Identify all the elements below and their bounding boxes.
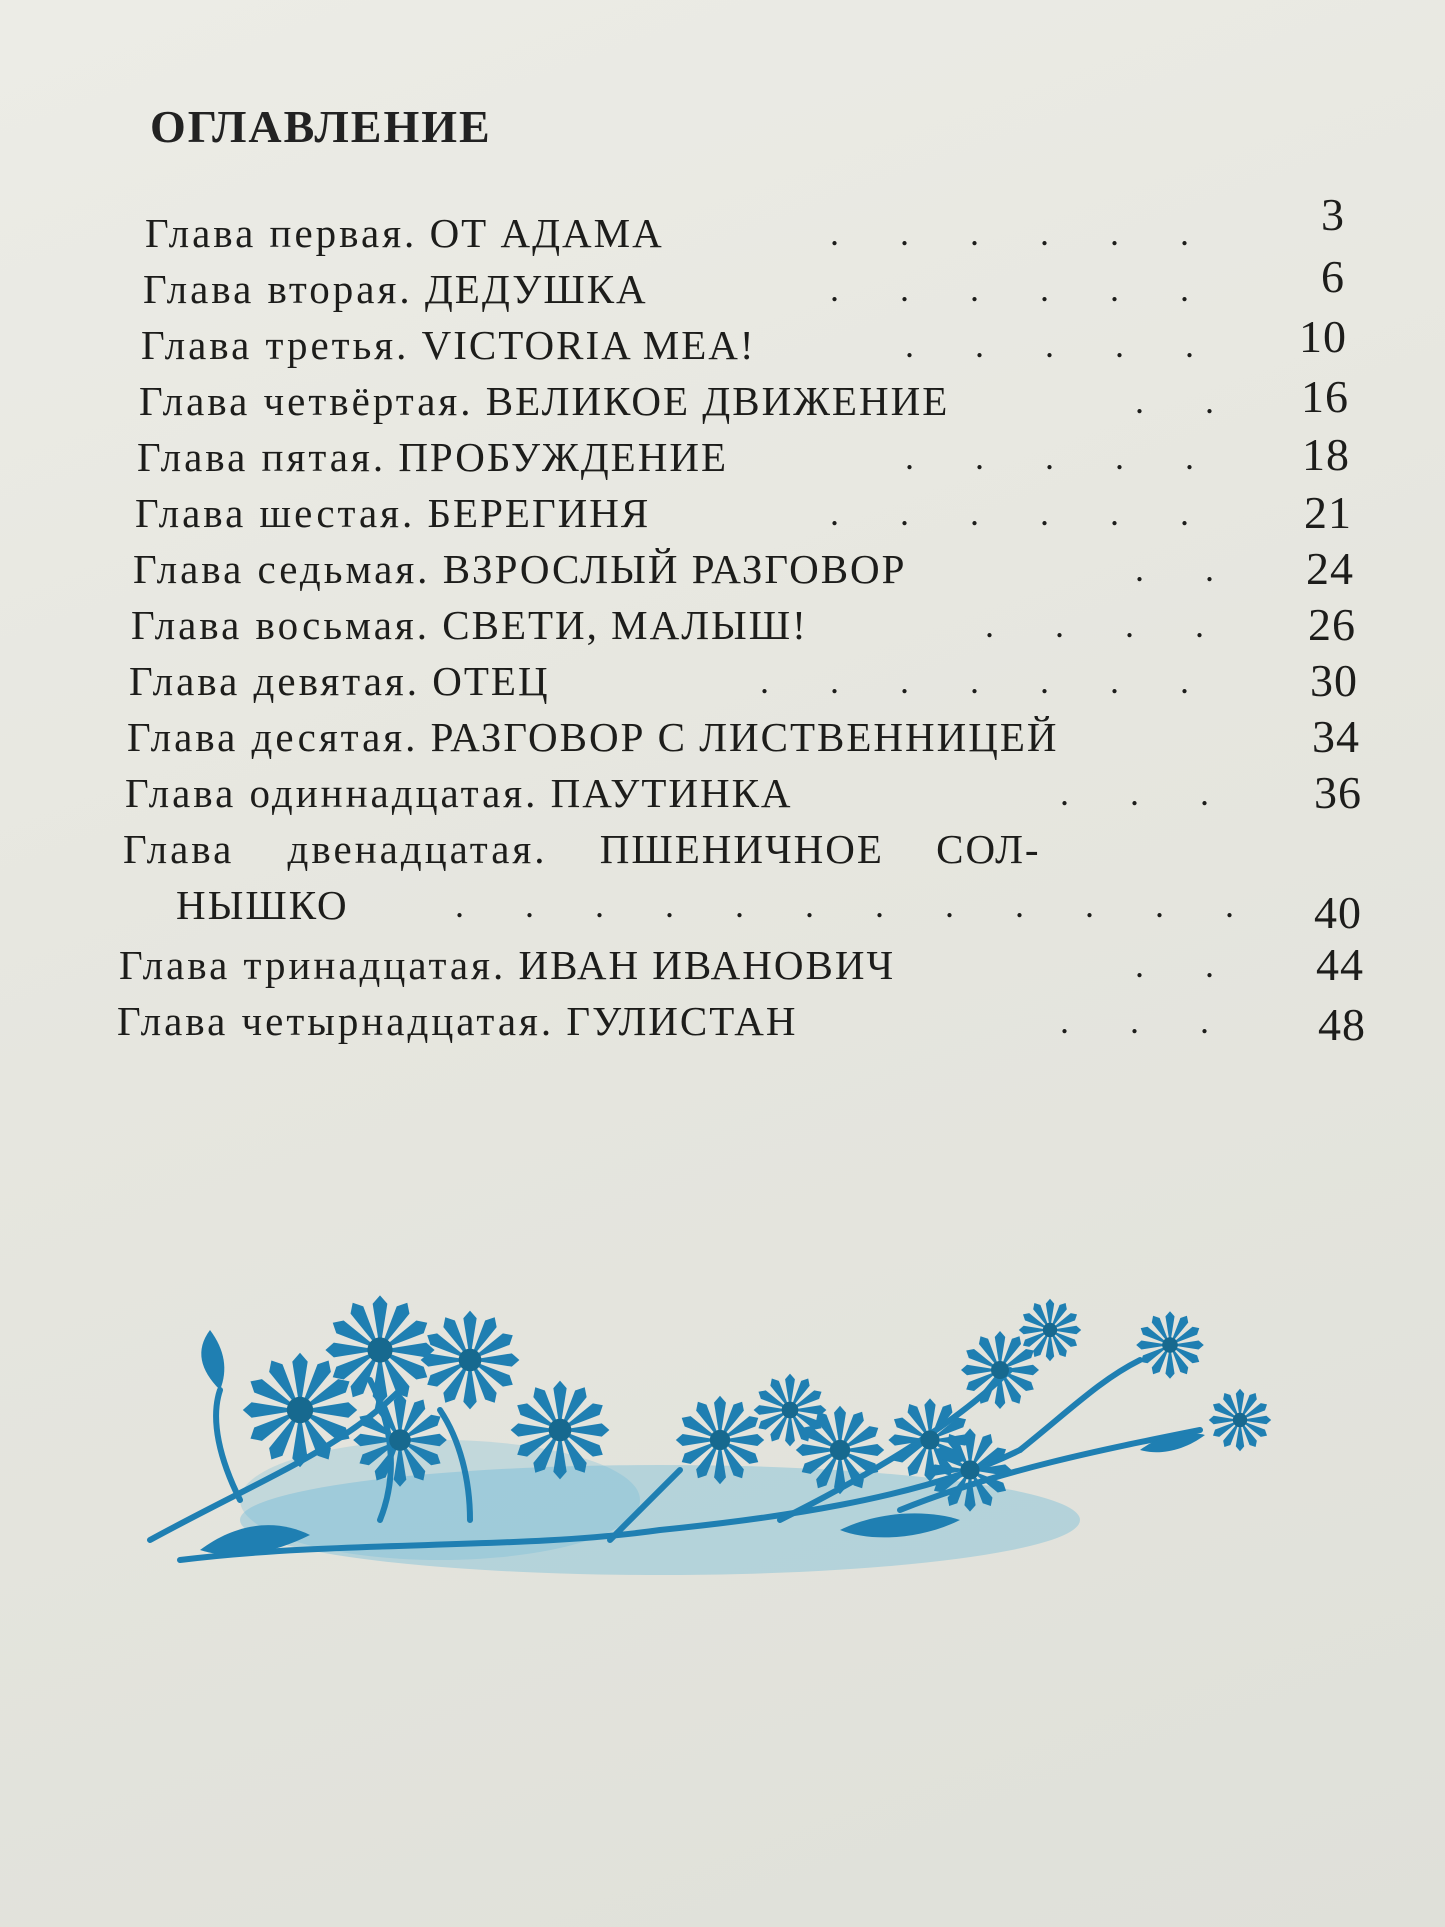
toc-entry (0, 765, 1445, 821)
entry-title: ДЕДУШКА (424, 266, 648, 312)
cornflowers-illustration (140, 1270, 1320, 1630)
entry-title: СВЕТИ, МАЛЫШ! (442, 602, 808, 648)
entry-leader-dots: . . . . . . . . . . . . (455, 885, 1260, 925)
entry-chapter: Глава третья. (141, 322, 410, 368)
entry-chapter: Глава двенадцатая. (123, 826, 548, 872)
toc-heading: ОГЛАВЛЕНИЕ (150, 101, 492, 152)
entry-page-number: 40 (1314, 887, 1362, 938)
entry-leader-dots: . . . . . (905, 325, 1220, 365)
entry-page-number: 26 (1308, 599, 1356, 650)
entry-page-number: 34 (1312, 711, 1360, 762)
toc-entry (0, 993, 1445, 1049)
entry-leader-dots: . . . (1060, 773, 1235, 813)
toc-entry (0, 311, 1445, 373)
toc-entry (0, 541, 1445, 597)
toc-entry (0, 937, 1445, 993)
entry-title: ПРОБУЖДЕНИЕ (398, 434, 728, 480)
entry-title: ПАУТИНКА (550, 770, 793, 816)
entry-chapter: Глава восьмая. (131, 602, 431, 648)
toc-entry (0, 597, 1445, 653)
toc-entry (0, 709, 1445, 765)
entry-page-number: 3 (1321, 189, 1345, 240)
entry-title: ИВАН ИВАНОВИЧ (518, 942, 896, 988)
entry-title: РАЗГОВОР С ЛИСТВЕННИЦЕЙ (430, 714, 1059, 760)
entry-page-number: 30 (1310, 655, 1358, 706)
entry-page-number: 10 (1299, 311, 1347, 362)
entry-chapter: Глава шестая. (135, 490, 416, 536)
entry-chapter: Глава седьмая. (133, 546, 431, 592)
entry-page-number: 24 (1306, 543, 1354, 594)
entry-chapter: Глава десятая. (127, 714, 419, 760)
entry-leader-dots: . . . . (985, 605, 1230, 645)
entry-chapter: Глава первая. (145, 210, 418, 256)
entry-page-number: 44 (1316, 939, 1364, 990)
entry-page-number: 48 (1318, 999, 1366, 1050)
entry-leader-dots: . . (1135, 381, 1240, 421)
entry-leader-dots: . . . . . . (830, 213, 1215, 253)
entry-leader-dots: . . (1135, 945, 1240, 985)
entry-chapter: Глава четвёртая. (139, 378, 474, 424)
entry-leader-dots: . . . (1060, 1001, 1235, 1041)
toc-entry (0, 821, 1445, 877)
entry-page-number: 18 (1302, 429, 1350, 480)
entry-chapter: Глава четырнадцатая. (117, 998, 555, 1044)
toc-entry (0, 653, 1445, 709)
entry-leader-dots: . . . . . . (830, 269, 1215, 309)
entry-title: ОТ АДАМА (429, 210, 664, 256)
entry-chapter: Глава девятая. (129, 658, 421, 704)
entry-page-number: 6 (1321, 251, 1345, 302)
entry-chapter: Глава одиннадцатая. (125, 770, 539, 816)
toc-entry (0, 189, 1445, 261)
entry-title: VICTORIA MEA! (421, 322, 756, 368)
toc-entry (0, 373, 1445, 429)
entry-title: НЫШКО (176, 882, 349, 928)
toc-entry (0, 251, 1445, 317)
entry-chapter: Глава тринадцатая. (119, 942, 507, 988)
entry-leader-dots: . . (1135, 549, 1240, 589)
entry-leader-dots: . . . . . (905, 437, 1220, 477)
toc-entry (0, 877, 1445, 938)
entry-chapter: Глава пятая. (137, 434, 387, 480)
entry-title: ВЕЛИКОЕ ДВИЖЕНИЕ (485, 378, 950, 424)
entry-leader-dots: . . . . . . (830, 493, 1215, 533)
entry-title: ВЗРОСЛЫЙ РАЗГОВОР (442, 546, 907, 592)
entry-page-number: 21 (1304, 487, 1352, 538)
entry-leader-dots: . . . . . . . (760, 661, 1215, 701)
entry-title: ОТЕЦ (432, 658, 550, 704)
entry-page-number: 36 (1314, 767, 1362, 818)
entry-page-number: 16 (1301, 371, 1349, 422)
entry-title: ПШЕНИЧНОЕ СОЛ- (599, 826, 1041, 872)
toc-entry (0, 485, 1445, 541)
entry-title: ГУЛИСТАН (566, 998, 798, 1044)
entry-chapter: Глава вторая. (143, 266, 413, 312)
entry-title: БЕРЕГИНЯ (427, 490, 651, 536)
toc-entry (0, 429, 1445, 485)
